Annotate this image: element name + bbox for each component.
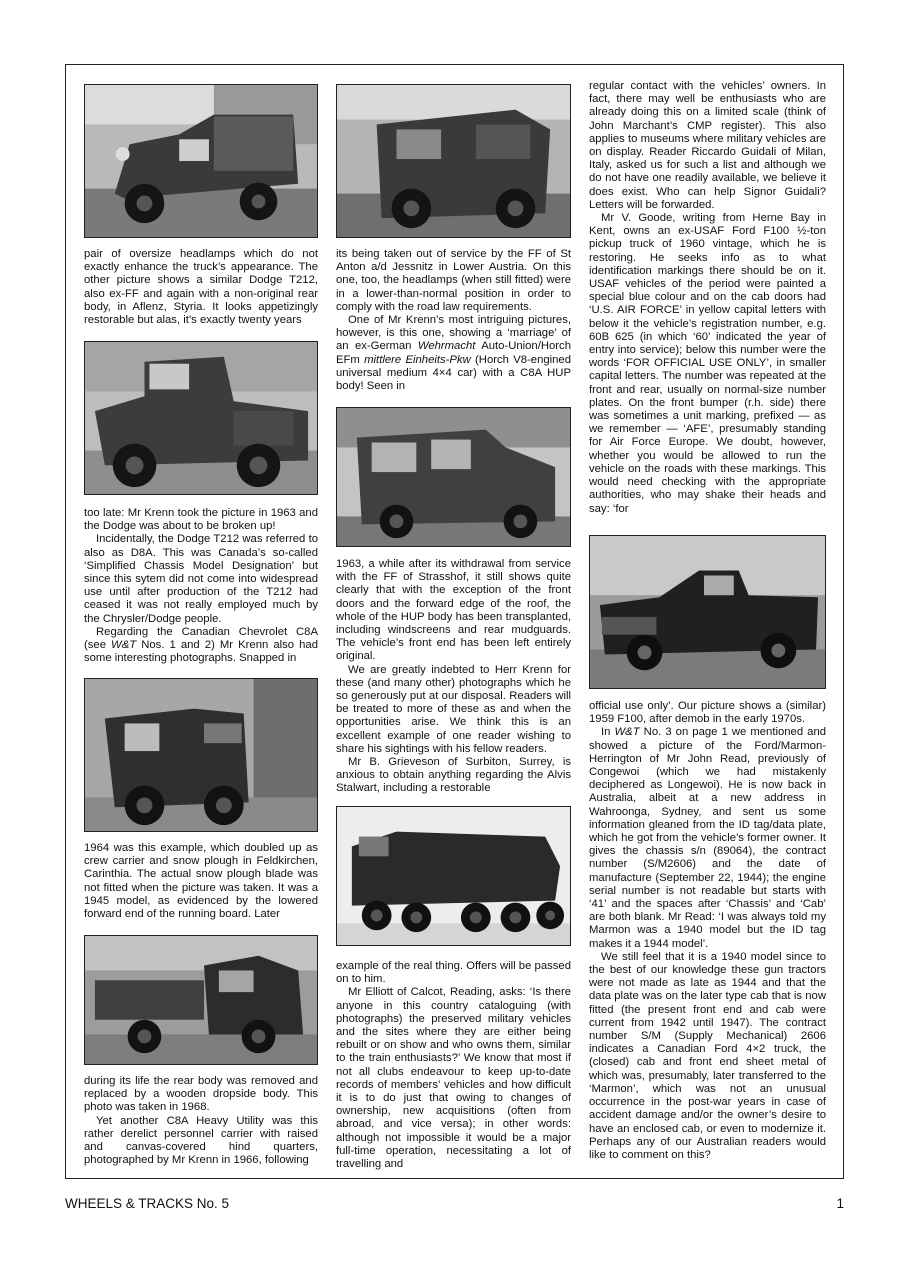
paragraph: too late: Mr Krenn took the picture in 1963 and the Dodge was about to be broken up!	[84, 507, 318, 533]
col2-text-3	[336, 960, 571, 1171]
paragraph: Mr B. Grieveson of Surbiton, Surrey, is anxious to obtain anything regarding the Alvis Stalwart, including a restorable	[336, 756, 571, 795]
photo-alvis-stalwart	[336, 806, 571, 946]
paragraph: example of the real thing. Offers will be passed on to him.	[336, 960, 571, 986]
photo-c8a-dropside	[84, 935, 318, 1065]
photo-c8a-heavy-utility	[336, 84, 571, 238]
paragraph: its being taken out of service by the FF of St Anton a/d Jessnitz in Lower Austria. On this one, too, the headlamps (when still fitted) were in a lower-than-normal position in order to comply with the road law requirements.	[336, 248, 571, 313]
paragraph: Mr V. Goode, writing from Herne Bay in Kent, owns an ex-USAF Ford F100 ½-ton pickup truck of 1960 vintage, which he is restoring. He seeks info as to what identification markings there should be on it. USAF vehicles of the period were painted a special blue colour and on the cab doors had ‘U.S. AIR FORCE’ in yellow capital letters with below it the vehicle’s registration number, e.g. 60B 625 (in which ‘60’ indicated the year of entry into service); below this number were the words ‘FOR OFFICIAL USE ONLY’, in smaller capital letters. The number was repeated at the front and rear, usually on normal-size number plates. On the front bumper (r.h. side) there was sometimes a unit marking, prefixed — as we remember — ‘AFE’, presumably standing for Air Force Europe. We doubt, however, whether you would be allowed to run the vehicle on the roads with these markings. This would need checking with the appropriate authorities, who may shake their heads and say: ‘for	[589, 212, 826, 515]
paragraph: 1963, a while after its withdrawal from service with the FF of Strasshof, it still shows quite clearly that with the exception of the front doors and the forward edge of the roof, the whole of the HUP body has been transplanted, including windscreens and rear mudguards. The vehicle’s front end has been left entirely original.	[336, 558, 571, 663]
col1-text-4	[84, 1075, 318, 1167]
paragraph: 1964 was this example, which doubled up as crew carrier and snow plough in Feldkirchen, Carinthia. The actual snow plough blade was not fitted when the picture was taken. It was a 1945 model, as evidenced by the lowered forward end of the running board. Later	[84, 842, 318, 921]
paragraph: One of Mr Krenn’s most intriguing pictures, however, is this one, showing a ‘marriage’ of an ex-German Wehrmacht Auto-Union/Horch EFm mittlere Einheits-Pkw (Horch V8-engined universal medium 4×4 car) with a C8A HUP body! Seen in	[336, 314, 571, 393]
paragraph: Yet another C8A Heavy Utility was this rather derelict personnel carrier with raised and canvas-covered hind quarters, photographed by Mr Krenn in 1966, following	[84, 1114, 318, 1167]
photo-dodge-1963	[84, 341, 318, 495]
col1-text-3	[84, 842, 318, 921]
col2-text-2	[336, 558, 571, 796]
paragraph: We still feel that it is a 1940 model since to the best of our knowledge these gun tractors were not made as late as 1944 and that the data plate was on the later type cab that is now fitted (the present front end and cab were current from 1942 until 1947). The contract number S/M (Supply Mechanical) 2606 indicates a Canadian Ford 4×2 truck, the (closed) cab and front end sheet metal of which was, presumably, later transferred to the ‘Marmon’, which was not an unusual occurrence in the post-war years in case of accident damage and/or the owner’s desire to have an enclosed cab, or even to modernize it. Perhaps any of our Australian readers would like to comment on this?	[589, 950, 826, 1161]
page-number: 1	[836, 1196, 844, 1211]
paragraph: during its life the rear body was removed and replaced by a wooden dropside body. This photo was taken in 1968.	[84, 1075, 318, 1114]
paragraph: Regarding the Canadian Chevrolet C8A (see W&T Nos. 1 and 2) Mr Krenn also had some interesting photographs. Snapped in	[84, 625, 318, 665]
col3-text-1	[589, 80, 826, 516]
col1-text-2	[84, 507, 318, 665]
paragraph: pair of oversize headlamps which do not exactly enhance the truck’s appearance. The other picture shows a similar Dodge T212, also ex-FF and again with a non-original rear body, in Aflenz, Styria. It looks appetizingly restorable but alas, it’s exactly twenty years	[84, 248, 318, 327]
col3-text-2	[589, 700, 826, 1162]
paragraph: Mr Elliott of Calcot, Reading, asks: ‘Is there anyone in this country cataloguing (with photographs) the preserved military vehicles and the sites where they are either being rebuilt or on show and who owns them, similar to the train enthusiasts?’ We know that most if not all clubs endeavour to keep up-to-date records of members’ vehicles and how difficult it is to do just that owing to changes of ownership, new acquisitions (often from abroad, and vice versa); in other words: although not impossible it would be a major full-time operation, necessitating a lot of travelling and	[336, 986, 571, 1171]
paragraph: Incidentally, the Dodge T212 was referred to also as D8A. This was Canada’s so-called ‘Simplified Chassis Model Designation’ but since this sytem did not come into widespread use until after production of the T212 had ceased it was not really employed much by the Chrysler/Dodge people.	[84, 533, 318, 625]
photo-c8a-crew-carrier	[84, 678, 318, 832]
photo-ford-f100	[589, 535, 826, 689]
paragraph: In W&T No. 3 on page 1 we mentioned and showed a picture of the Ford/Marmon-Herrington of Mr John Read, previously of Congewoi (which we had mistakenly deciphered as Longewoi). He is now back in Australia, albeit at a new address in Wahroonga, Sydney, and sent us some information gleaned from the ID tag/data plate, which he got from the vehicle’s former owner. It gives the chassis s/n (89064), the contract number (S/M2606) and the date of manufacture (September 22, 1944); the engine serial number is not readable but starts with ‘41’ and the spaces after ‘Chassis’ and ‘Cab’ are both blank. Mr Read: ‘I was always told my Marmon was a 1940 model but the ID tag makes it a 1944 model’.	[589, 726, 827, 950]
paragraph: regular contact with the vehicles’ owners. In fact, there may well be enthusiasts who are already doing this on a limited scale (think of John Marchant’s CMP register). This also applies to museums where military vehicles are on display. Reader Riccardo Guidali of Milan, Italy, asked us for such a list and although we do not have one readily available, we believe it does exist. Who can help Signor Guidali? Letters will be forwarded.	[589, 80, 826, 211]
photo-dodge-aflenz	[84, 84, 318, 238]
footer-publication: WHEELS & TRACKS No. 5	[65, 1196, 230, 1211]
paragraph: official use only’. Our picture shows a (similar) 1959 F100, after demob in the early 1970s.	[589, 700, 826, 726]
photo-horch-c8a-hup	[336, 407, 571, 547]
col1-text-1	[84, 248, 318, 327]
col2-text-1	[336, 248, 571, 393]
paragraph: We are greatly indebted to Herr Krenn for these (and many other) photographs which he so generously put at our disposal. Readers will be treated to more of these as and when the opportunities arise. We think this is an excellent example of one reader wishing to share his sightings with his fellow readers.	[336, 663, 571, 755]
